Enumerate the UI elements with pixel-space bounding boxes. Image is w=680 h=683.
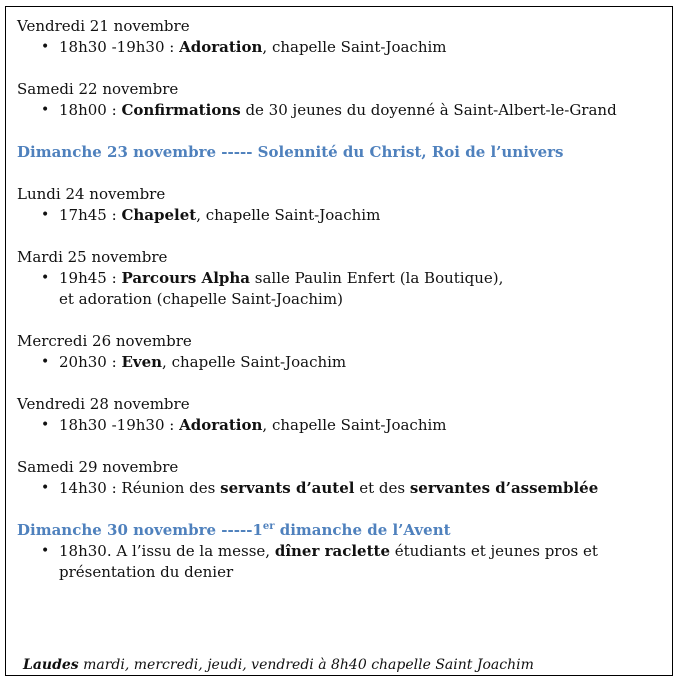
sunday-heading: Dimanche 23 novembre ----- Solennité du Christ, Roi de l’univers <box>17 143 564 161</box>
bullet-icon: • <box>41 270 50 286</box>
event-item <box>17 205 665 226</box>
event-title: Parcours Alpha <box>121 269 250 287</box>
sunday-heading-pre: Dimanche 30 novembre -----1 <box>17 521 263 539</box>
event-details: , chapelle Saint-Joachim <box>262 38 447 56</box>
bullet-icon: • <box>41 543 50 559</box>
laudes-footer <box>23 657 663 673</box>
event-details: , chapelle Saint-Joachim <box>162 353 347 371</box>
day-heading: Samedi 22 novembre <box>17 80 179 98</box>
event-item <box>17 541 665 583</box>
event-details-line2: et adoration (chapelle Saint-Joachim) <box>59 290 343 308</box>
event-title: servants d’autel <box>220 479 355 497</box>
event-item <box>17 415 665 436</box>
event-item <box>17 478 665 499</box>
event-title: Adoration <box>179 416 263 434</box>
event-time: 17h45 : <box>59 206 122 224</box>
sunday-heading-post: dimanche de l’Avent <box>274 521 451 539</box>
event-time: 18h30. A l’issu de la messe, <box>59 542 275 560</box>
event-details: , chapelle Saint-Joachim <box>262 416 447 434</box>
bullet-icon: • <box>41 480 50 496</box>
event-title: Adoration <box>179 38 263 56</box>
footer-title: Laudes <box>23 657 79 673</box>
event-details: , chapelle Saint-Joachim <box>196 206 381 224</box>
event-details: étudiants et jeunes pros et présentation du denier <box>59 542 598 581</box>
bullet-icon: • <box>41 102 50 118</box>
event-time: 20h30 : <box>59 353 122 371</box>
bullet-icon: • <box>41 207 50 223</box>
event-details: de 30 jeunes du doyenné à Saint-Albert-le-Grand <box>240 101 617 119</box>
event-time: 18h30 -19h30 : <box>59 38 180 56</box>
event-time: 19h45 : <box>59 269 122 287</box>
event-item <box>17 268 665 310</box>
day-heading: Samedi 29 novembre <box>17 458 179 476</box>
event-time: 18h30 -19h30 : <box>59 416 180 434</box>
event-details: et des <box>354 479 410 497</box>
ordinal-suffix: er <box>262 521 275 532</box>
event-time: 18h00 : <box>59 101 122 119</box>
bullet-icon: • <box>41 417 50 433</box>
day-heading: Vendredi 28 novembre <box>17 395 190 413</box>
day-heading: Mardi 25 novembre <box>17 248 168 266</box>
event-item <box>17 37 665 58</box>
event-title-2: servantes d’assemblée <box>409 479 599 497</box>
event-title: Even <box>121 353 163 371</box>
event-title: Confirmations <box>121 101 241 119</box>
day-heading: Lundi 24 novembre <box>17 185 166 203</box>
event-details: salle Paulin Enfert (la Boutique), <box>250 269 504 287</box>
sunday-heading <box>17 520 665 541</box>
schedule-box <box>5 6 673 676</box>
day-heading: Vendredi 21 novembre <box>17 17 190 35</box>
day-heading: Mercredi 26 novembre <box>17 332 192 350</box>
event-item <box>17 352 665 373</box>
event-item <box>17 100 665 121</box>
schedule-content <box>17 16 665 583</box>
footer-details: mardi, mercredi, jeudi, vendredi à 8h40 chapelle Saint Joachim <box>78 657 534 673</box>
event-title: dîner raclette <box>274 542 390 560</box>
event-title: Chapelet <box>121 206 197 224</box>
bullet-icon: • <box>41 354 50 370</box>
event-time: 14h30 : Réunion des <box>59 479 221 497</box>
bullet-icon: • <box>41 39 50 55</box>
